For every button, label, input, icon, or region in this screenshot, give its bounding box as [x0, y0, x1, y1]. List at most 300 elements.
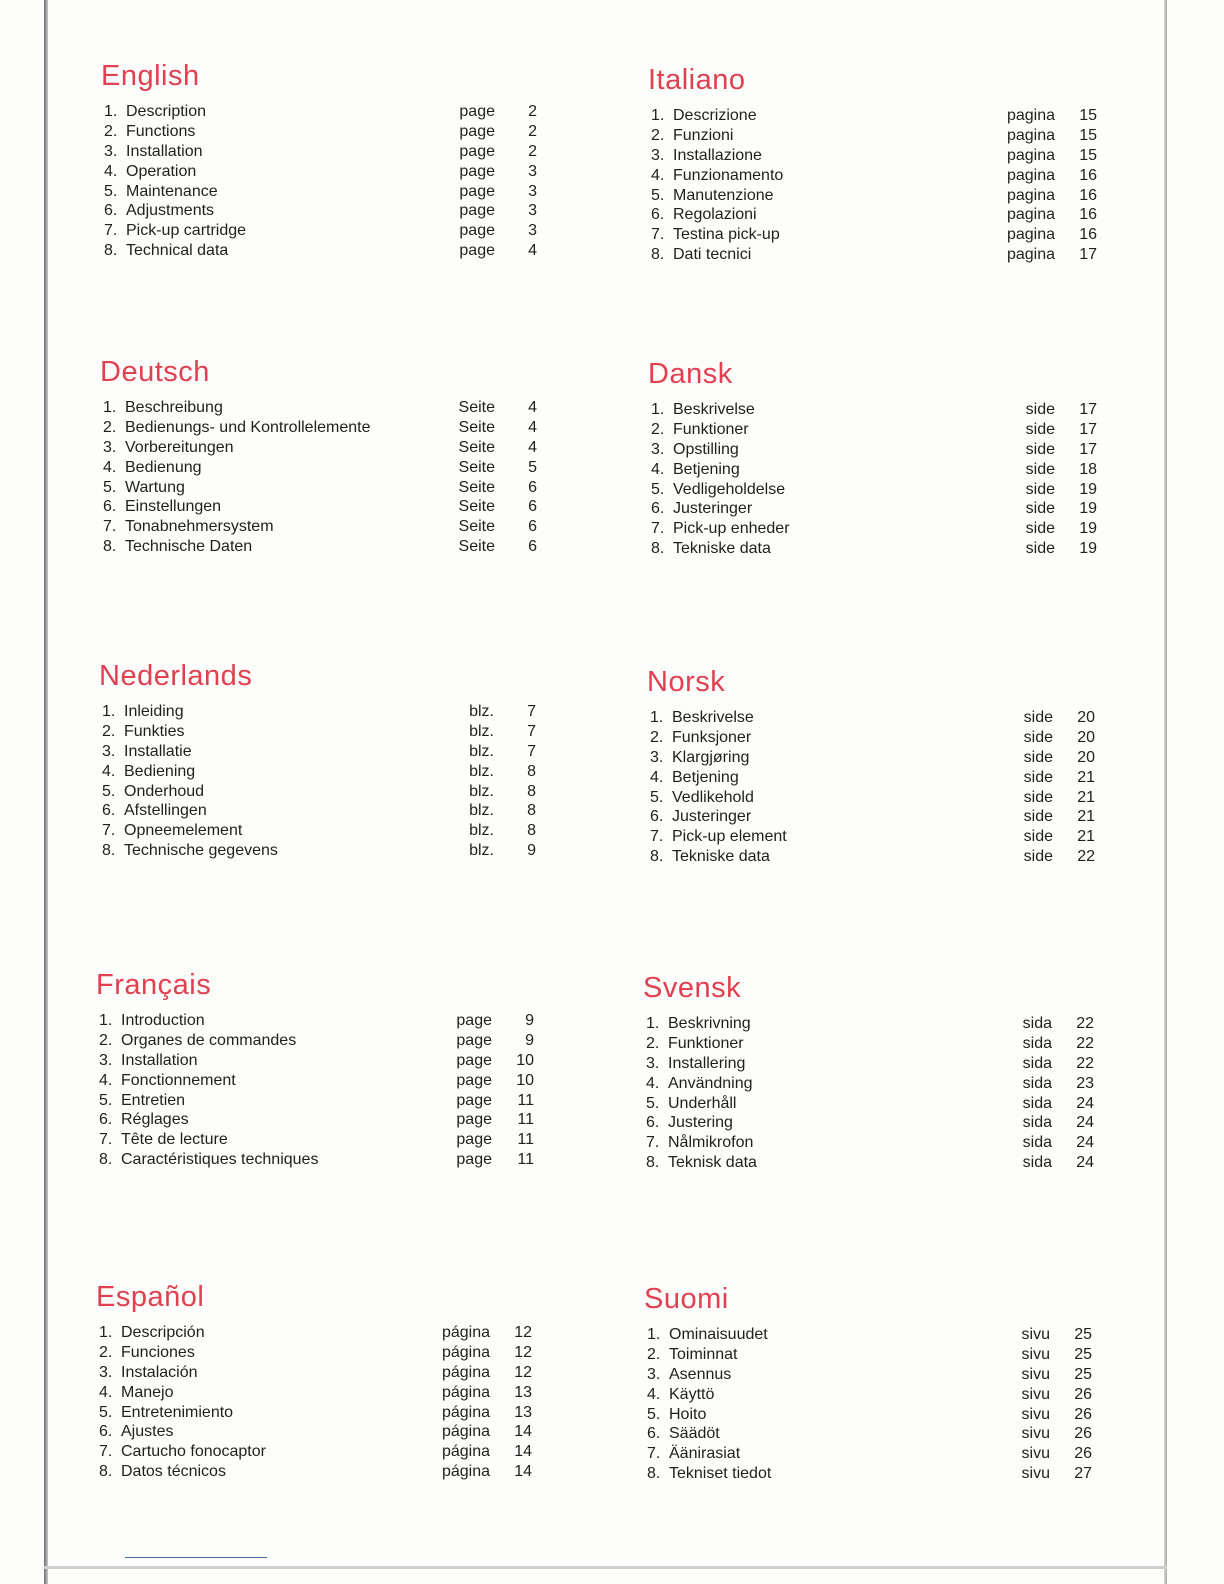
- entry-page-label: side: [1025, 500, 1055, 518]
- entry-page-number: 13: [514, 1403, 532, 1421]
- entry-number: 6.: [104, 202, 118, 220]
- entry-page-label: page: [456, 1012, 492, 1029]
- entry-title: Beskrivning: [668, 1015, 751, 1032]
- toc-entry: [648, 146, 1097, 166]
- entry-page-label: sida: [1022, 1034, 1052, 1052]
- toc-list: [99, 702, 536, 861]
- entry-page-number: 24: [1076, 1114, 1094, 1132]
- entry-page-number: 20: [1077, 728, 1095, 746]
- entry-number: 7.: [102, 822, 116, 840]
- entry-page-number: 21: [1077, 768, 1095, 786]
- entry-page-label: blz.: [469, 742, 494, 760]
- entry-number: 2.: [646, 1034, 660, 1052]
- entry-page-number: 11: [517, 1111, 534, 1129]
- toc-entry: [648, 480, 1097, 500]
- entry-title: Tonabnehmersystem: [125, 518, 274, 536]
- entry-title: Afstellingen: [124, 802, 207, 820]
- entry-page-number: 2: [528, 122, 537, 140]
- entry-page-number: 4: [528, 399, 537, 416]
- entry-page-label: side: [1025, 540, 1055, 558]
- toc-entry: [100, 438, 537, 458]
- entry-title: Maintenance: [126, 182, 218, 200]
- entry-number: 2.: [103, 418, 117, 436]
- toc-entry: [648, 539, 1097, 559]
- entry-page-label: sida: [1022, 1154, 1052, 1172]
- entry-page-label: sivu: [1021, 1425, 1050, 1443]
- entry-number: 4.: [99, 1071, 113, 1089]
- entry-page-number: 9: [525, 1012, 534, 1029]
- entry-page-number: 4: [528, 418, 537, 436]
- entry-page-number: 19: [1079, 480, 1097, 498]
- entry-number: 5.: [646, 1094, 660, 1112]
- entry-title: Beschreibung: [125, 399, 223, 416]
- toc-entry: [96, 1110, 534, 1130]
- entry-number: 3.: [646, 1054, 660, 1072]
- entry-title: Nålmikrofon: [668, 1134, 754, 1152]
- entry-page-number: 27: [1074, 1465, 1092, 1483]
- toc-list: [96, 1323, 532, 1482]
- entry-page-label: Seite: [458, 438, 495, 456]
- entry-page-label: page: [459, 142, 495, 160]
- entry-title: Technische gegevens: [124, 842, 278, 860]
- entry-number: 3.: [651, 440, 665, 458]
- entry-page-label: pagina: [1006, 166, 1055, 184]
- entry-number: 6.: [650, 808, 664, 826]
- toc-entry: [99, 742, 536, 762]
- entry-title: Descrizione: [673, 107, 757, 124]
- entry-page-number: 25: [1074, 1365, 1092, 1383]
- toc-entry: [643, 1133, 1094, 1153]
- entry-title: Funkties: [124, 722, 185, 740]
- toc-entry: [647, 788, 1095, 808]
- entry-title: Wartung: [125, 478, 185, 496]
- section-english: [101, 56, 537, 261]
- entry-title: Entretenimiento: [121, 1403, 234, 1421]
- toc-entry: [96, 1403, 532, 1423]
- entry-number: 7.: [650, 828, 664, 846]
- toc-entry: [101, 122, 537, 142]
- entry-number: 4.: [651, 460, 665, 478]
- entry-number: 1.: [646, 1015, 660, 1032]
- entry-page-number: 20: [1077, 748, 1095, 766]
- section-deutsch: [100, 352, 537, 557]
- entry-number: 7.: [647, 1445, 661, 1463]
- entry-number: 8.: [99, 1463, 113, 1481]
- entry-page-label: page: [456, 1111, 492, 1129]
- entry-page-number: 5: [528, 458, 537, 476]
- toc-entry: [99, 801, 536, 821]
- entry-number: 8.: [99, 1151, 113, 1169]
- section-heading: Italiano: [648, 64, 746, 96]
- entry-page-label: página: [441, 1443, 490, 1461]
- entry-page-label: Seite: [458, 538, 495, 556]
- toc-entry: [96, 1363, 532, 1383]
- toc-entry: [101, 102, 537, 122]
- toc-entry: [96, 1130, 534, 1150]
- section-heading: Deutsch: [100, 356, 210, 388]
- entry-number: 1.: [651, 401, 665, 418]
- entry-page-label: page: [456, 1031, 492, 1049]
- toc-entry: [96, 1343, 532, 1363]
- entry-title: Bedienungs- und Kontrollelemente: [125, 418, 371, 436]
- entry-title: Opneemelement: [124, 822, 243, 840]
- entry-number: 5.: [102, 782, 116, 800]
- toc-entry: [101, 142, 537, 162]
- toc-entry: [100, 398, 537, 418]
- entry-number: 1.: [104, 103, 118, 120]
- page-underline-mark: [125, 1557, 267, 1558]
- page-edge-left: [44, 0, 48, 1584]
- toc-entry: [96, 1323, 532, 1343]
- entry-title: Opstilling: [673, 440, 739, 458]
- entry-page-label: page: [459, 162, 495, 180]
- entry-page-label: page: [456, 1091, 492, 1109]
- entry-page-label: sida: [1022, 1114, 1052, 1132]
- entry-number: 8.: [103, 538, 117, 556]
- entry-page-number: 12: [514, 1324, 532, 1341]
- entry-title: Functions: [126, 122, 196, 140]
- entry-number: 8.: [102, 842, 116, 860]
- toc-entry: [96, 1383, 532, 1403]
- section-espanol: [96, 1277, 532, 1482]
- entry-title: Beskrivelse: [672, 709, 754, 726]
- entry-number: 6.: [647, 1425, 661, 1443]
- toc-list: [100, 398, 537, 557]
- toc-entry: [96, 1031, 534, 1051]
- entry-page-number: 26: [1074, 1445, 1092, 1463]
- entry-title: Installazione: [673, 146, 762, 164]
- entry-title: Hoito: [669, 1405, 707, 1423]
- section-nederlands: [99, 656, 536, 861]
- entry-page-number: 6: [528, 478, 537, 496]
- toc-entry: [648, 400, 1097, 420]
- toc-entry: [643, 1014, 1094, 1034]
- entry-number: 6.: [99, 1423, 113, 1441]
- toc-entry: [648, 106, 1097, 126]
- entry-page-label: sida: [1022, 1134, 1052, 1152]
- toc-entry: [100, 497, 537, 517]
- entry-page-number: 4: [528, 242, 537, 260]
- entry-number: 5.: [99, 1403, 113, 1421]
- entry-page-label: side: [1025, 520, 1055, 538]
- entry-title: Underhåll: [668, 1094, 737, 1112]
- entry-title: Ominaisuudet: [669, 1326, 768, 1343]
- entry-page-label: pagina: [1006, 126, 1055, 144]
- entry-page-number: 25: [1074, 1345, 1092, 1363]
- entry-title: Introduction: [121, 1012, 205, 1029]
- entry-page-label: side: [1025, 480, 1055, 498]
- entry-number: 4.: [647, 1385, 661, 1403]
- entry-title: Vedligeholdelse: [673, 480, 786, 498]
- toc-entry: [644, 1365, 1092, 1385]
- entry-title: Pick-up enheder: [673, 520, 790, 538]
- entry-page-number: 6: [528, 538, 537, 556]
- entry-number: 7.: [103, 518, 117, 536]
- entry-title: Réglages: [121, 1111, 189, 1129]
- entry-page-number: 9: [527, 842, 536, 860]
- entry-title: Justeringer: [673, 500, 753, 518]
- entry-title: Testina pick-up: [673, 226, 780, 244]
- entry-page-label: side: [1023, 768, 1053, 786]
- toc-entry: [643, 1113, 1094, 1133]
- toc-entry: [647, 708, 1095, 728]
- entry-page-label: Seite: [458, 478, 495, 496]
- toc-entry: [101, 201, 537, 221]
- entry-page-label: Seite: [458, 498, 495, 516]
- entry-title: Manutenzione: [673, 186, 774, 204]
- entry-page-label: page: [459, 202, 495, 220]
- entry-number: 1.: [651, 107, 665, 124]
- entry-page-label: pagina: [1006, 107, 1055, 124]
- entry-page-number: 22: [1076, 1034, 1094, 1052]
- entry-number: 3.: [99, 1363, 113, 1381]
- entry-page-number: 26: [1074, 1385, 1092, 1403]
- toc-entry: [648, 186, 1097, 206]
- entry-title: Datos técnicos: [121, 1463, 226, 1481]
- entry-title: Pick-up element: [672, 828, 787, 846]
- entry-title: Säädöt: [669, 1425, 720, 1443]
- section-dansk: [648, 354, 1097, 559]
- entry-title: Betjening: [672, 768, 739, 786]
- entry-title: Funktioner: [668, 1034, 744, 1052]
- entry-page-label: Seite: [458, 458, 495, 476]
- toc-entry: [648, 166, 1097, 186]
- entry-number: 3.: [651, 146, 665, 164]
- entry-page-label: sivu: [1021, 1445, 1050, 1463]
- entry-title: Klargjøring: [672, 748, 750, 766]
- entry-title: Description: [126, 103, 207, 120]
- entry-page-number: 16: [1079, 166, 1097, 184]
- toc-entry: [648, 225, 1097, 245]
- entry-page-number: 16: [1079, 226, 1097, 244]
- entry-number: 4.: [646, 1074, 660, 1092]
- entry-number: 5.: [651, 186, 665, 204]
- toc-entry: [101, 241, 537, 261]
- entry-page-number: 26: [1074, 1425, 1092, 1443]
- toc-entry: [647, 827, 1095, 847]
- entry-page-label: sida: [1022, 1094, 1052, 1112]
- section-svensk: [643, 968, 1094, 1173]
- toc-entry: [96, 1150, 534, 1170]
- entry-number: 2.: [651, 126, 665, 144]
- entry-number: 5.: [104, 182, 118, 200]
- entry-number: 7.: [104, 222, 118, 240]
- entry-title: Funzioni: [673, 126, 734, 144]
- entry-page-label: página: [441, 1403, 490, 1421]
- toc-entry: [96, 1462, 532, 1482]
- entry-number: 2.: [99, 1031, 113, 1049]
- entry-page-number: 25: [1074, 1326, 1092, 1343]
- entry-title: Cartucho fonocaptor: [121, 1443, 266, 1461]
- entry-number: 4.: [104, 162, 118, 180]
- entry-page-number: 24: [1076, 1094, 1094, 1112]
- entry-title: Dati tecnici: [673, 246, 752, 264]
- section-suomi: [644, 1279, 1092, 1484]
- entry-page-number: 24: [1076, 1134, 1094, 1152]
- entry-page-label: página: [441, 1343, 490, 1361]
- entry-page-number: 6: [528, 498, 537, 516]
- toc-entry: [644, 1464, 1092, 1484]
- entry-page-number: 17: [1079, 401, 1097, 418]
- entry-page-label: page: [459, 222, 495, 240]
- toc-entry: [643, 1054, 1094, 1074]
- entry-title: Technical data: [126, 242, 229, 260]
- section-heading: Suomi: [644, 1283, 729, 1315]
- entry-title: Asennus: [669, 1365, 732, 1383]
- entry-page-label: sivu: [1021, 1365, 1050, 1383]
- entry-page-label: page: [456, 1071, 492, 1089]
- entry-number: 2.: [99, 1343, 113, 1361]
- entry-page-label: page: [456, 1131, 492, 1149]
- entry-page-number: 3: [528, 182, 537, 200]
- entry-title: Vorbereitungen: [125, 438, 234, 456]
- page-edge-right: [1164, 0, 1167, 1584]
- entry-number: 2.: [650, 728, 664, 746]
- entry-page-number: 8: [527, 802, 536, 820]
- entry-number: 8.: [651, 540, 665, 558]
- entry-page-label: side: [1025, 460, 1055, 478]
- entry-page-label: side: [1023, 728, 1053, 746]
- entry-page-number: 8: [527, 762, 536, 780]
- entry-page-number: 19: [1079, 540, 1097, 558]
- entry-page-number: 11: [517, 1131, 534, 1149]
- entry-title: Tekniske data: [672, 848, 770, 866]
- toc-entry: [96, 1051, 534, 1071]
- entry-number: 4.: [650, 768, 664, 786]
- entry-title: Fonctionnement: [121, 1071, 236, 1089]
- entry-page-label: side: [1023, 848, 1053, 866]
- entry-page-number: 19: [1079, 520, 1097, 538]
- toc-entry: [96, 1442, 532, 1462]
- entry-number: 6.: [102, 802, 116, 820]
- entry-page-label: sivu: [1021, 1326, 1050, 1343]
- entry-title: Entretien: [121, 1091, 186, 1109]
- entry-title: Inleiding: [124, 703, 184, 720]
- toc-entry: [643, 1094, 1094, 1114]
- entry-page-number: 15: [1079, 126, 1097, 144]
- entry-number: 8.: [651, 246, 665, 264]
- entry-page-number: 15: [1079, 146, 1097, 164]
- entry-number: 1.: [647, 1326, 661, 1343]
- entry-title: Äänirasiat: [669, 1445, 741, 1463]
- entry-number: 2.: [647, 1345, 661, 1363]
- entry-number: 5.: [99, 1091, 113, 1109]
- toc-entry: [648, 126, 1097, 146]
- entry-number: 3.: [103, 438, 117, 456]
- entry-page-number: 17: [1079, 440, 1097, 458]
- entry-page-label: pagina: [1006, 206, 1055, 224]
- entry-page-number: 2: [528, 142, 537, 160]
- entry-page-label: Seite: [458, 518, 495, 536]
- entry-page-label: blz.: [469, 762, 494, 780]
- entry-page-label: pagina: [1006, 246, 1055, 264]
- entry-number: 8.: [647, 1465, 661, 1483]
- toc-entry: [101, 221, 537, 241]
- entry-number: 7.: [646, 1134, 660, 1152]
- entry-page-label: sida: [1022, 1074, 1052, 1092]
- toc-list: [96, 1011, 534, 1170]
- toc-entry: [644, 1325, 1092, 1345]
- toc-entry: [100, 517, 537, 537]
- entry-number: 5.: [651, 480, 665, 498]
- entry-page-label: side: [1025, 440, 1055, 458]
- entry-page-label: side: [1023, 709, 1053, 726]
- entry-title: Onderhoud: [124, 782, 205, 800]
- entry-title: Funksjoner: [672, 728, 752, 746]
- entry-number: 1.: [99, 1012, 113, 1029]
- entry-number: 3.: [647, 1365, 661, 1383]
- toc-entry: [644, 1424, 1092, 1444]
- entry-page-label: side: [1023, 748, 1053, 766]
- toc-entry: [96, 1011, 534, 1031]
- entry-page-number: 11: [517, 1091, 534, 1109]
- entry-page-label: page: [459, 242, 495, 260]
- entry-title: Adjustments: [126, 202, 215, 220]
- entry-title: Käyttö: [669, 1385, 715, 1403]
- entry-title: Ajustes: [121, 1423, 174, 1441]
- entry-page-number: 21: [1077, 808, 1095, 826]
- entry-page-label: side: [1023, 828, 1053, 846]
- toc-entry: [644, 1345, 1092, 1365]
- entry-page-number: 8: [527, 822, 536, 840]
- section-heading: Nederlands: [99, 660, 253, 692]
- entry-page-label: page: [459, 182, 495, 200]
- entry-number: 3.: [104, 142, 118, 160]
- entry-page-number: 18: [1079, 460, 1097, 478]
- toc-entry: [101, 182, 537, 202]
- entry-title: Tête de lecture: [121, 1131, 228, 1149]
- toc-entry: [100, 537, 537, 557]
- entry-page-label: página: [441, 1324, 490, 1341]
- section-norsk: [647, 662, 1095, 867]
- entry-page-number: 12: [514, 1363, 532, 1381]
- entry-page-label: blz.: [469, 782, 494, 800]
- entry-page-label: sivu: [1021, 1465, 1050, 1483]
- toc-entry: [643, 1153, 1094, 1173]
- entry-page-label: sivu: [1021, 1345, 1050, 1363]
- toc-list: [644, 1325, 1092, 1484]
- entry-page-number: 21: [1077, 828, 1095, 846]
- section-heading: Español: [96, 1281, 205, 1313]
- entry-page-number: 2: [528, 103, 537, 120]
- toc-entry: [100, 418, 537, 438]
- entry-page-label: blz.: [469, 722, 494, 740]
- entry-page-label: page: [459, 122, 495, 140]
- entry-page-label: side: [1025, 401, 1055, 418]
- entry-page-label: blz.: [469, 822, 494, 840]
- section-heading: Norsk: [647, 666, 726, 698]
- entry-title: Operation: [126, 162, 197, 180]
- entry-number: 6.: [646, 1114, 660, 1132]
- entry-number: 1.: [99, 1324, 113, 1341]
- toc-entry: [101, 162, 537, 182]
- entry-page-number: 10: [516, 1051, 534, 1069]
- entry-title: Bedienung: [125, 458, 202, 476]
- entry-page-label: Seite: [458, 418, 495, 436]
- entry-page-label: blz.: [469, 802, 494, 820]
- entry-title: Organes de commandes: [121, 1031, 297, 1049]
- page-edge-bottom: [44, 1566, 1167, 1569]
- entry-number: 7.: [99, 1443, 113, 1461]
- entry-number: 3.: [102, 742, 116, 760]
- toc-entry: [99, 702, 536, 722]
- entry-page-number: 3: [528, 202, 537, 220]
- section-francais: [96, 965, 534, 1170]
- entry-number: 7.: [99, 1131, 113, 1149]
- toc-entry: [644, 1405, 1092, 1425]
- entry-number: 4.: [102, 762, 116, 780]
- entry-page-number: 16: [1079, 206, 1097, 224]
